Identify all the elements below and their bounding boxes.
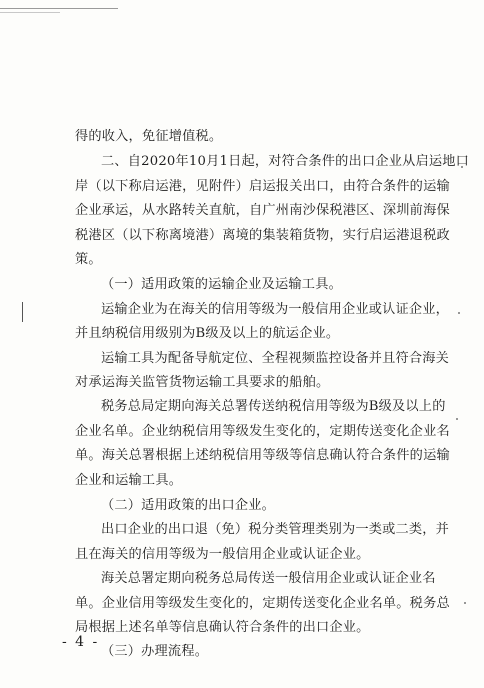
body-line: 并且纳税信用级别为B级及以上的航运企业。: [75, 326, 340, 341]
body-line: 企业名单。企业纳税信用等级发生变化的，定期传送变化企业名: [75, 424, 450, 439]
body-line: 单。企业信用等级发生变化的，定期传送变化企业名单。税务总: [75, 596, 450, 611]
body-line: 海关总署定期向税务总局传送一般信用企业或认证企业名: [101, 571, 436, 586]
subheading-exporters: （二）适用政策的出口企业。: [101, 498, 276, 513]
subheading-procedure: （三）办理流程。: [101, 644, 209, 659]
body-line: 策。: [75, 252, 102, 267]
body-line: 运输工具为配备导航定位、全程视频监控设备并且符合海关: [101, 351, 450, 366]
body-line: 岸（以下称启运港，见附件）启运报关出口，由符合条件的运输: [75, 179, 450, 194]
body-line: 单。海关总署根据上述纳税信用等级等信息确认符合条件的运输: [75, 448, 450, 463]
body-line: 运输企业为在海关的信用等级为一般信用企业或认证企业，: [101, 302, 450, 317]
body-line-continuation: 得的收入，免征增值税。: [75, 129, 223, 144]
page-number: - 4 -: [62, 634, 100, 650]
body-line: 税港区（以下称离境港）离境的集装箱货物，实行启运港退税政: [75, 228, 450, 243]
subheading-transport: （一）适用政策的运输企业及运输工具。: [101, 277, 342, 292]
section-two-intro: 二、自2020年10月1日起，对符合条件的出口企业从启运地口: [101, 154, 470, 169]
body-line: 且在海关的信用等级为一般信用企业或认证企业。: [75, 547, 370, 562]
body-line: 对承运海关监管货物运输工具要求的船舶。: [75, 375, 330, 390]
body-line: 局根据上述名单等信息确认符合条件的出口企业。: [75, 620, 370, 635]
body-line: 企业和运输工具。: [75, 473, 183, 488]
body-line: 企业承运，从水路转关直航，自广州南沙保税港区、深圳前海保: [75, 203, 450, 218]
body-line: 出口企业的出口退（免）税分类管理类别为一类或二类，并: [101, 522, 450, 537]
body-line: 税务总局定期向海关总署传送纳税信用等级为B级及以上的: [101, 399, 446, 414]
